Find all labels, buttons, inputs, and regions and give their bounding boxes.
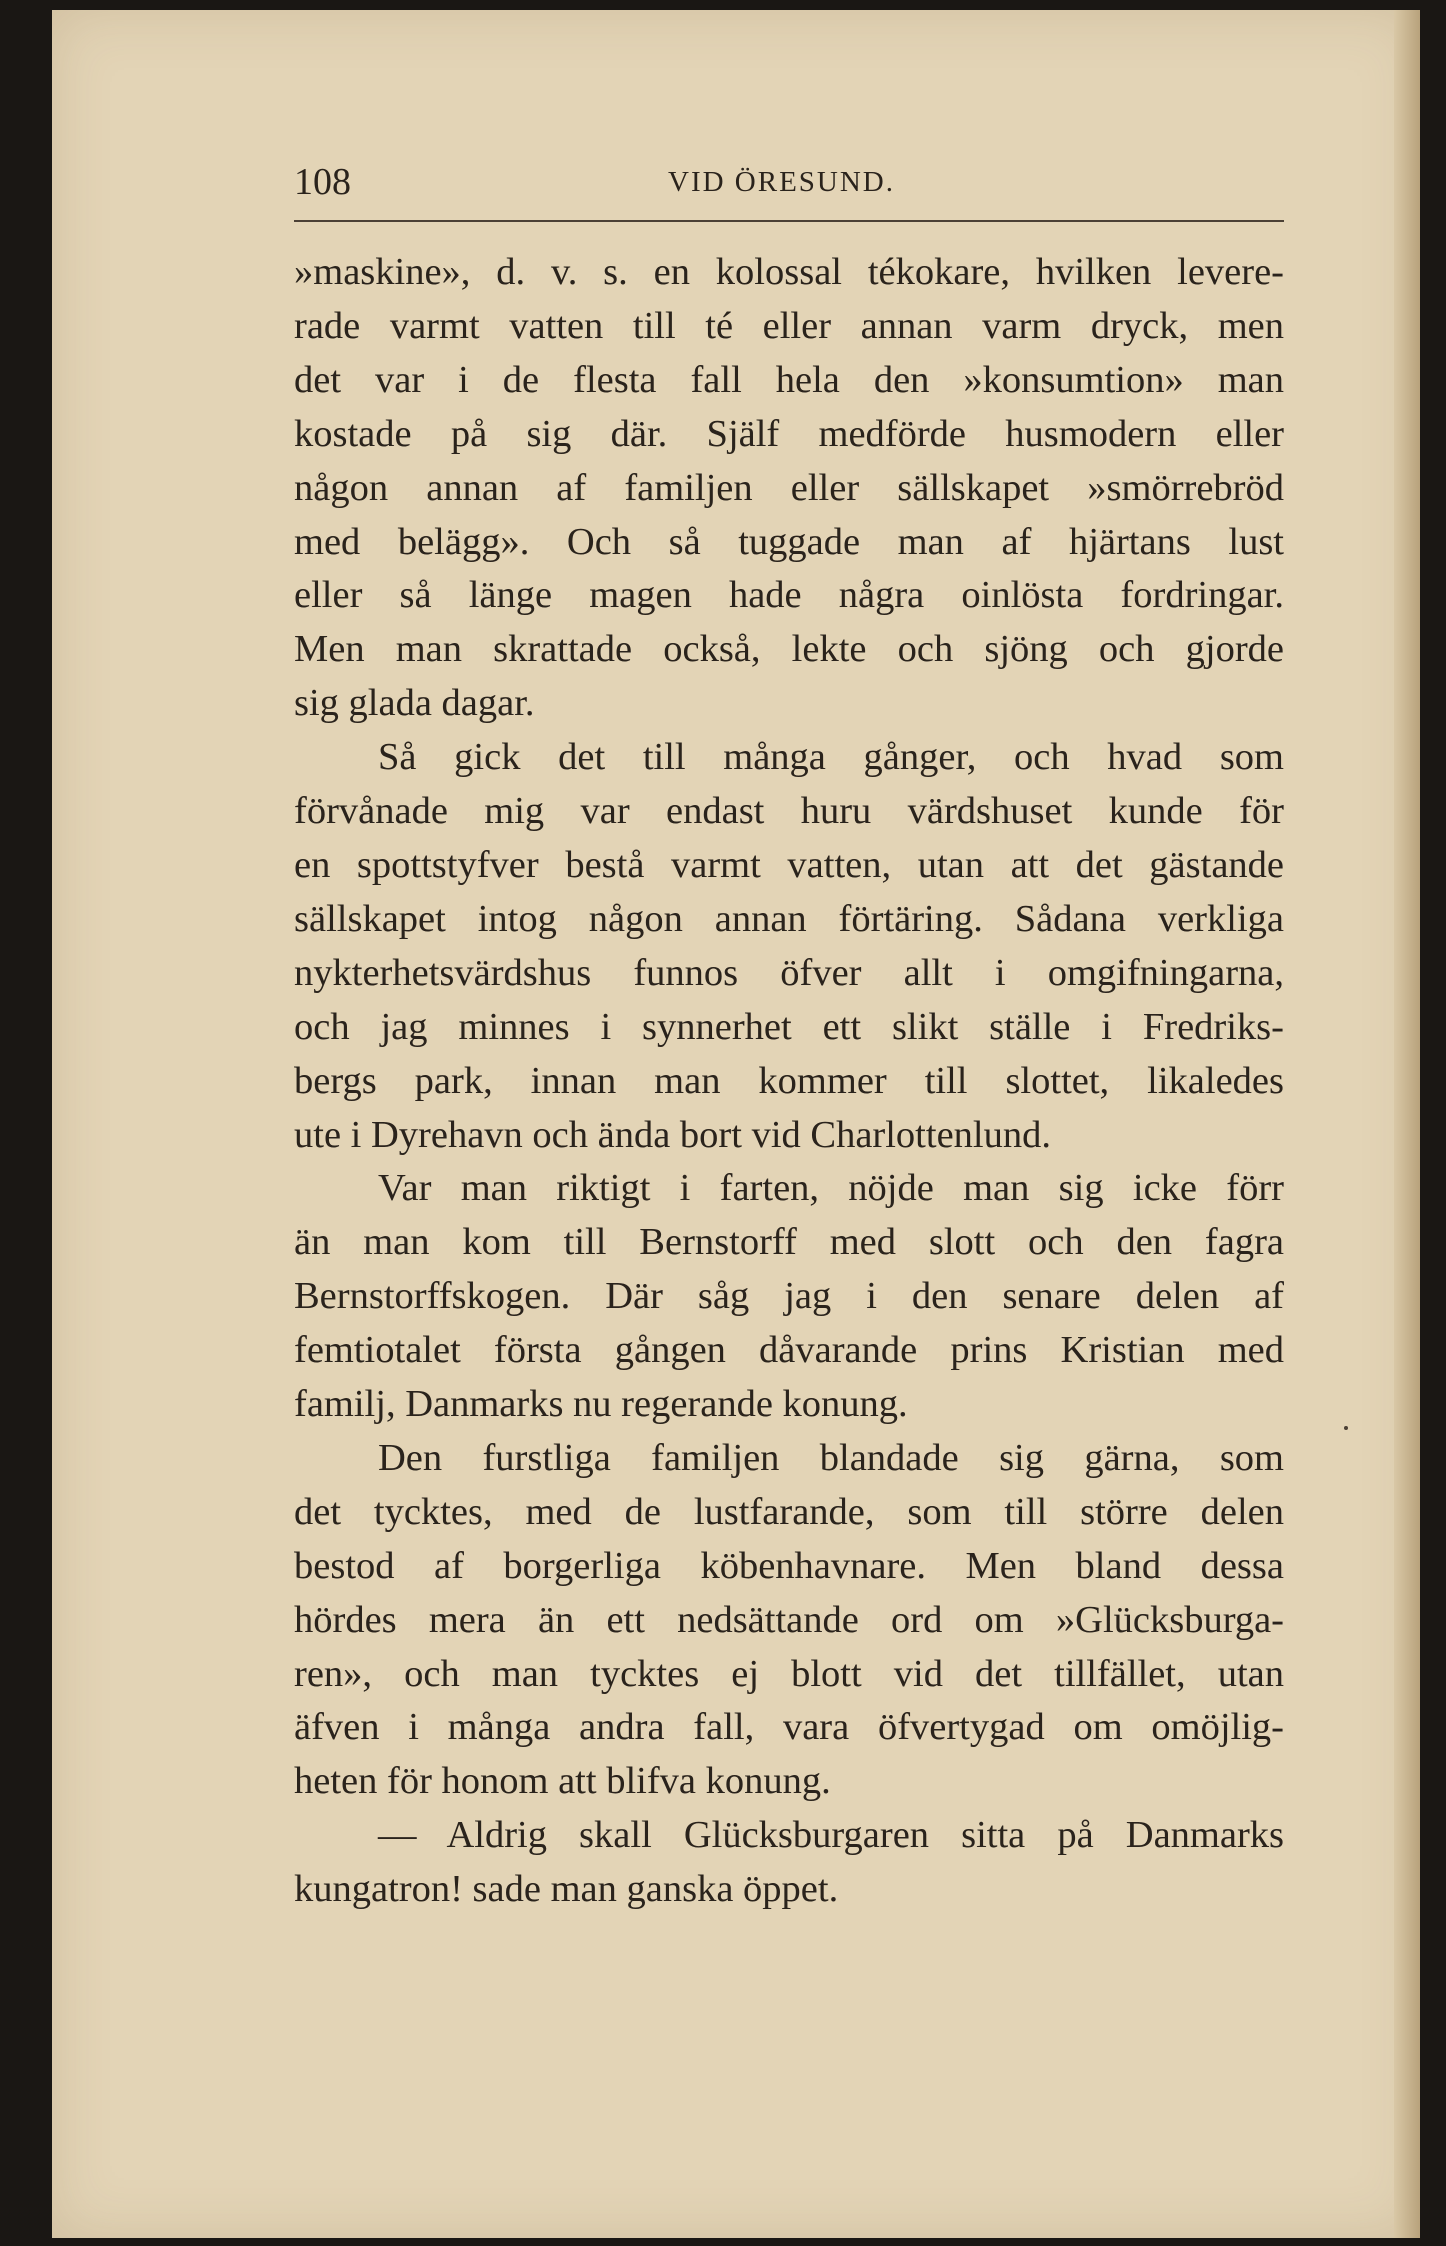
text-line: heten för honom att blifva konung. [294,1760,831,1803]
text-line: bergs park, innan man kommer till slottet, likaledes [294,1059,1284,1102]
text-line: ute i Dyrehavn och ända bort vid Charlottenlund. [294,1113,1051,1156]
body-text [294,246,1284,1917]
text-line: ren», och man tycktes ej blott vid det tillfället, utan [294,1652,1284,1695]
running-title: VID ÖRESUND. [668,166,895,198]
text-line: med belägg». Och så tuggade man af hjärtans lust [294,520,1284,563]
text-line: sig glada dagar. [294,682,535,725]
text-line: det tycktes, med de lustfarande, som till större delen [294,1490,1284,1533]
ink-speck [1344,1426,1348,1430]
text-line: »maskine», d. v. s. en kolossal tékokare, hvilken levere- [294,251,1284,293]
page-number: 108 [294,161,351,203]
text-line: kungatron! sade man ganska öppet. [294,1868,839,1911]
text-line: någon annan af familjen eller sällskapet »smörrebröd [294,466,1284,509]
text-line: och jag minnes i synnerhet ett slikt ställe i Fredriks- [294,1005,1284,1048]
text-line: bestod af borgerliga köbenhavnare. Men bland dessa [294,1544,1284,1587]
text-line: eller så länge magen hade några oinlösta fordringar. [294,574,1284,617]
text-line: Var man riktigt i farten, nöjde man sig icke förr [378,1167,1284,1210]
text-line: förvånade mig var endast huru värdshuset kunde för [294,790,1284,833]
text-line: hördes mera än ett nedsättande ord om »Glücksburga- [294,1598,1284,1641]
text-line: Bernstorffskogen. Där såg jag i den senare delen af [294,1275,1284,1318]
text-line: kostade på sig där. Själf medförde husmodern eller [294,412,1284,455]
text-line: familj, Danmarks nu regerande konung. [294,1383,908,1426]
text-line: femtiotalet första gången dåvarande prins Kristian med [294,1329,1284,1372]
text-line: — Aldrig skall Glücksburgaren sitta på Danmarks [378,1814,1284,1857]
text-line: en spottstyfver bestå varmt vatten, utan att det gästande [294,843,1284,886]
text-line: rade varmt vatten till té eller annan varm dryck, men [294,304,1284,347]
text-line: det var i de flesta fall hela den »konsumtion» man [294,358,1284,401]
text-line: Så gick det till många gånger, och hvad som [378,736,1284,779]
text-line: Den furstliga familjen blandade sig gärna, som [378,1436,1284,1479]
text-line: nykterhetsvärdshus funnos öfver allt i omgifningarna, [294,951,1284,994]
page-edge-shadow [1394,10,1420,2238]
text-line: sällskapet intog någon annan förtäring. Sådana verkliga [294,897,1284,940]
text-line: än man kom till Bernstorff med slott och den fagra [294,1221,1284,1264]
header-rule [294,220,1284,222]
text-line: Men man skrattade också, lekte och sjöng och gjorde [294,628,1284,671]
page-header [294,160,1284,218]
text-line: äfven i många andra fall, vara öfvertygad om omöjlig- [294,1706,1284,1749]
